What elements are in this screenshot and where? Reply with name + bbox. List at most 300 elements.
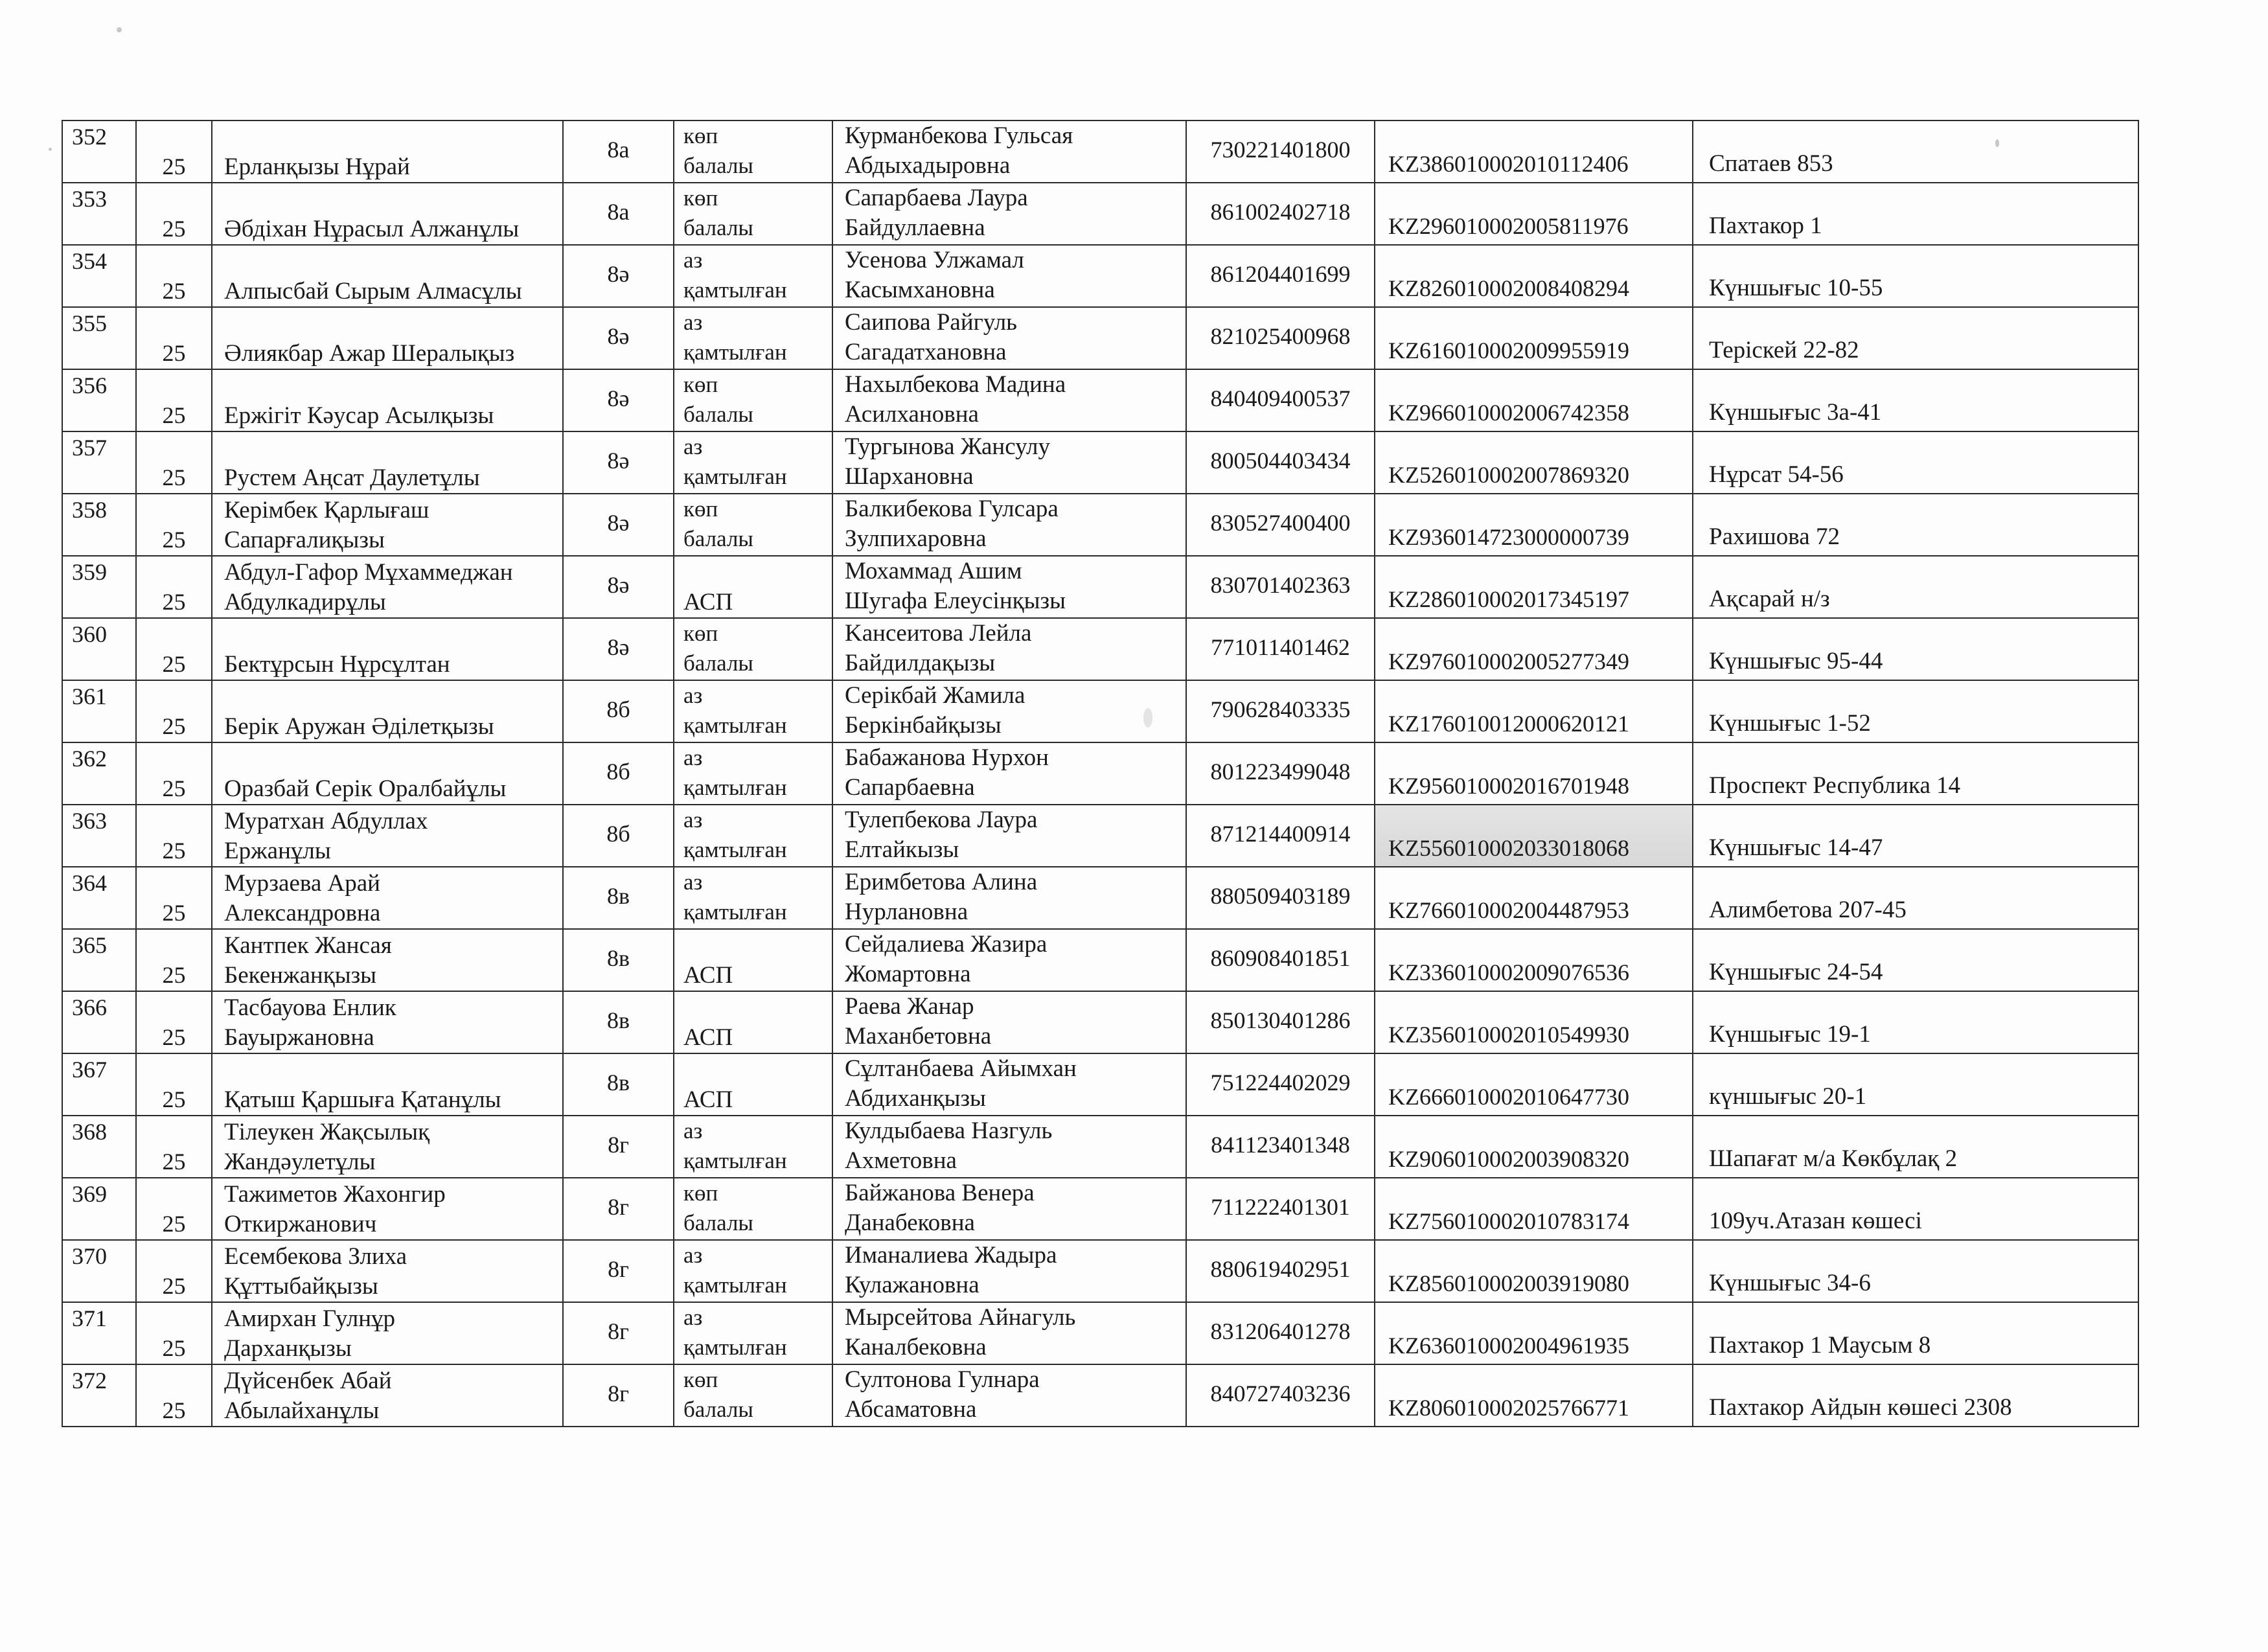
parent-name [845,556,1183,616]
iban-cell [1375,680,1693,742]
table-body [62,120,2138,1427]
address-value: Проспект Республика 14 [1709,772,1961,799]
category-line: аз [683,869,703,895]
row-number-cell [62,1178,136,1240]
parent-name-line: Каналбековна [845,1334,987,1360]
student-name-line: Александровна [224,900,381,926]
iin-cell [1186,618,1375,680]
category-line: балалы [683,215,753,240]
parent-name-line: Серікбай Жамила [845,682,1025,709]
grade-value: 25 [162,402,186,428]
grade-cell [136,1116,212,1178]
category [683,432,829,492]
category-line: аз [683,683,703,708]
parent-name-line: Мырсейтова Айнагуль [845,1304,1076,1331]
category-line: аз [683,434,703,459]
iban-cell [1375,805,1693,867]
student-list-table [62,120,2139,1427]
parent-name-cell [832,1302,1186,1364]
grade-cell [136,867,212,929]
class-value: 8ә [607,385,630,411]
iin-cell [1186,369,1375,431]
grade-value: 25 [162,651,186,677]
student-name [224,1242,558,1302]
student-name-line: Дарханқызы [224,1335,352,1362]
parent-name-line: Тургынова Жансулу [845,433,1050,460]
address-value: Пахтакор 1 Маусым 8 [1709,1332,1931,1359]
category-line: қамтылған [683,339,787,365]
parent-name [845,1178,1183,1238]
iban-value: KZ936014723000000739 [1388,524,1629,550]
class-cell [563,618,674,680]
iin-value: 880619402951 [1210,1256,1351,1282]
student-name-line: Бекенжанқызы [224,962,377,989]
table-row [62,867,2138,929]
category-line: көп [683,1180,718,1206]
row-number: 358 [72,497,107,523]
category-line: көп [683,123,718,148]
parent-name-cell [832,805,1186,867]
grade-value: 25 [162,465,186,490]
parent-name-line: Сагадатхановна [845,339,1007,365]
row-number: 359 [72,559,107,585]
parent-name-line: Сұлтанбаева Айымхан [845,1055,1077,1082]
address-value: Күншығыс 19-1 [1709,1021,1871,1048]
iban-value: KZ856010002003919080 [1388,1270,1629,1296]
student-name-cell [212,307,563,369]
table-row [62,307,2138,369]
parent-name-cell [832,245,1186,307]
category [683,867,829,927]
category-line: аз [683,745,703,770]
parent-name-line: Усенова Улжамал [845,247,1024,273]
row-number-cell [62,742,136,805]
class-cell [563,1364,674,1427]
student-name-line: Тасбауова Енлик [224,994,396,1021]
student-name-line: Берік Аружан Әділетқызы [224,713,494,740]
parent-name [845,992,1183,1051]
student-name-line: Тажиметов Жахонгир [224,1181,446,1208]
category [683,1303,829,1362]
iin-cell [1186,929,1375,991]
grade-value: 25 [162,838,186,864]
student-name-cell [212,431,563,494]
student-name-cell [212,1364,563,1427]
parent-name-line: Маханбетовна [845,1023,992,1050]
student-name-line: Құттыбайқызы [224,1273,378,1300]
iin-value: 841123401348 [1211,1132,1350,1158]
iban-value: KZ956010002016701948 [1388,773,1629,799]
grade-value: 25 [162,1397,186,1423]
category-cell [674,1116,832,1178]
class-value: 8ә [607,510,630,536]
iin-cell [1186,680,1375,742]
iban-value: KZ966010002006742358 [1388,400,1629,426]
category [683,1241,829,1300]
iin-value: 860908401851 [1210,945,1351,971]
table-row [62,991,2138,1053]
address-cell [1693,369,2138,431]
parent-name-cell [832,307,1186,369]
student-name-line: Ерланқызы Нұрай [224,154,410,180]
parent-name [845,494,1183,554]
parent-name [845,743,1183,803]
iin-cell [1186,1053,1375,1116]
student-name [224,1118,558,1177]
grade-cell [136,494,212,556]
grade-value: 25 [162,1335,186,1361]
row-number-cell [62,991,136,1053]
address-value: Спатаев 853 [1709,150,1833,177]
iban-value: KZ556010002033018068 [1388,835,1629,861]
parent-name-cell [832,929,1186,991]
grade-value: 25 [162,154,186,179]
grade-cell [136,991,212,1053]
iban-cell [1375,1116,1693,1178]
address-cell [1693,556,2138,618]
table-row [62,1240,2138,1302]
student-name-cell [212,805,563,867]
address-value: Нұрсат 54-56 [1709,461,1844,488]
address-cell [1693,805,2138,867]
address-cell [1693,245,2138,307]
iin-value: 871214400914 [1210,821,1351,847]
category-line: қамтылған [683,837,787,862]
parent-name-line: Абдыхадыровна [845,152,1011,179]
iban-cell [1375,183,1693,245]
class-cell [563,991,674,1053]
iban-cell [1375,556,1693,618]
class-cell [563,805,674,867]
student-name-line: Керімбек Қарлығаш [224,497,430,523]
iin-value: 771011401462 [1211,634,1350,660]
parent-name-line: Байдуллаевна [845,214,985,241]
iin-cell [1186,1116,1375,1178]
row-number: 364 [72,870,107,896]
class-cell [563,1178,674,1240]
student-name-line: Әбдіхан Нұрасыл Алжанұлы [224,216,520,242]
student-name-line: Жандәулетұлы [224,1149,376,1175]
grade-value: 25 [162,1273,186,1299]
iban-cell [1375,991,1693,1053]
category-line: аз [683,807,703,832]
iin-value: 800504403434 [1210,448,1351,474]
parent-name-cell [832,867,1186,929]
student-name-cell [212,618,563,680]
iin-cell [1186,431,1375,494]
iin-cell [1186,1178,1375,1240]
iban-value: KZ826010002008408294 [1388,275,1629,301]
iban-cell [1375,929,1693,991]
grade-cell [136,1302,212,1364]
row-number-cell [62,494,136,556]
iban-value: KZ906010002003908320 [1388,1146,1629,1172]
class-value: 8г [608,1381,629,1406]
parent-name-cell [832,618,1186,680]
category-cell [674,680,832,742]
grade-cell [136,929,212,991]
student-name [224,558,558,617]
category-cell [674,556,832,618]
iin-value: 861204401699 [1210,261,1351,287]
student-name-line: Дүйсенбек Абай [224,1368,392,1394]
table-row [62,742,2138,805]
category-cell [674,1240,832,1302]
category [683,961,829,991]
category-cell [674,1053,832,1116]
student-name-cell [212,494,563,556]
student-name-line: Абдулкадирұлы [224,589,386,615]
category-line: балалы [683,153,753,178]
category-line: АСП [683,962,733,989]
iban-value: KZ636010002004961935 [1388,1333,1629,1359]
grade-value: 25 [162,1086,186,1112]
iin-cell [1186,494,1375,556]
iban-value: KZ806010002025766771 [1388,1395,1629,1421]
address-value: Пахтакор Айдын көшесі 2308 [1709,1394,2012,1421]
address-cell [1693,120,2138,183]
category-line: балалы [683,526,753,551]
iin-value: 830527400400 [1210,510,1351,536]
category-line: көп [683,1367,718,1392]
student-name [224,401,558,431]
student-name [224,1304,558,1364]
student-name [224,463,558,493]
student-name-line: Есембекова Злиха [224,1243,407,1270]
category-line: қамтылған [683,277,787,303]
category-cell [674,183,832,245]
table-row [62,1302,2138,1364]
grade-value: 25 [162,216,186,242]
grade-value: 25 [162,1149,186,1175]
parent-name [845,619,1183,678]
iban-cell [1375,867,1693,929]
student-name-cell [212,867,563,929]
grade-cell [136,431,212,494]
row-number: 354 [72,248,107,274]
address-value: Теріскей 22-82 [1709,337,1859,363]
iban-value: KZ286010002017345197 [1388,586,1629,612]
iban-cell [1375,1364,1693,1427]
category-line: аз [683,310,703,335]
address-cell [1693,1302,2138,1364]
parent-name [845,1303,1183,1362]
category [683,588,829,617]
category-cell [674,991,832,1053]
student-name [224,1366,558,1426]
parent-name-line: Сапарбаевна [845,774,975,801]
parent-name-line: Балкибекова Гулсара [845,496,1059,522]
address-cell [1693,1178,2138,1240]
parent-name [845,805,1183,865]
student-name [224,774,558,804]
category [683,1023,829,1053]
iin-cell [1186,991,1375,1053]
class-cell [563,369,674,431]
table-row [62,929,2138,991]
parent-name-cell [832,183,1186,245]
table-row [62,120,2138,183]
grade-cell [136,307,212,369]
category-line: балалы [683,1210,753,1235]
parent-name-line: Мохаммад Ашим [845,558,1022,584]
address-value: Күншығыс 3а-41 [1709,399,1882,426]
class-value: 8г [608,1132,629,1158]
parent-name-line: Байжанова Венера [845,1180,1035,1206]
iin-value: 840727403236 [1210,1381,1351,1406]
address-cell [1693,867,2138,929]
class-value: 8ә [607,448,630,474]
category-cell [674,1364,832,1427]
parent-name-cell [832,991,1186,1053]
class-cell [563,742,674,805]
iin-value: 840409400537 [1210,385,1351,411]
category-cell [674,1302,832,1364]
student-name-line: Рустем Аңсат Даулетұлы [224,465,480,491]
row-number-cell [62,245,136,307]
row-number: 362 [72,746,107,772]
grade-value: 25 [162,713,186,739]
parent-name-line: Абдиханқызы [845,1085,986,1112]
category-line: қамтылған [683,899,787,924]
row-number-cell [62,1364,136,1427]
parent-name-line: Абсаматовна [845,1396,977,1423]
parent-name-line: Байдилдақызы [845,650,996,676]
row-number: 356 [72,373,107,398]
parent-name [845,121,1183,181]
iin-cell [1186,1240,1375,1302]
class-value: 8б [606,696,630,722]
row-number-cell [62,867,136,929]
parent-name-cell [832,494,1186,556]
row-number: 365 [72,932,107,958]
row-number: 352 [72,124,107,150]
student-name-line: Ержанұлы [224,838,331,864]
category [683,308,829,367]
category-line: көп [683,496,718,522]
address-cell [1693,1116,2138,1178]
iban-value: KZ616010002009955919 [1388,338,1629,363]
parent-name [845,1054,1183,1114]
scan-speck [49,148,52,151]
student-name-line: Оразбай Серік Оралбайұлы [224,775,507,802]
row-number-cell [62,1116,136,1178]
class-value: 8а [607,199,630,225]
student-name-cell [212,183,563,245]
parent-name [845,1241,1183,1300]
iin-value: 880509403189 [1210,883,1351,909]
iban-cell [1375,742,1693,805]
parent-name [845,867,1183,927]
class-value: 8ә [607,572,630,598]
category-cell [674,369,832,431]
iin-cell [1186,556,1375,618]
row-number-cell [62,183,136,245]
student-name-line: Абылайханұлы [224,1397,380,1424]
student-name-line: Мурзаева Арай [224,870,380,897]
iin-value: 801223499048 [1210,759,1351,785]
parent-name [845,308,1183,367]
iban-cell [1375,245,1693,307]
category-line: АСП [683,1024,733,1051]
grade-value: 25 [162,1024,186,1050]
parent-name-cell [832,431,1186,494]
student-name [224,214,558,244]
student-name-cell [212,120,563,183]
category-line: аз [683,1243,703,1268]
iin-value: 790628403335 [1210,696,1351,722]
student-name-cell [212,245,563,307]
class-value: 8а [607,137,630,163]
category [683,1116,829,1176]
grade-cell [136,1178,212,1240]
category [683,246,829,305]
class-cell [563,867,674,929]
student-name-line: Сапарғалиқызы [224,527,385,553]
category-line: аз [683,1118,703,1143]
category [683,121,829,181]
iban-value: KZ296010002005811976 [1388,213,1629,239]
grade-cell [136,120,212,183]
address-cell [1693,1053,2138,1116]
student-name-cell [212,680,563,742]
category [683,370,829,430]
category-line: қамтылған [683,1335,787,1360]
row-number-cell [62,1053,136,1116]
address-cell [1693,431,2138,494]
address-value: Күншығыс 1-52 [1709,710,1871,737]
grade-cell [136,680,212,742]
address-cell [1693,307,2138,369]
category-line: аз [683,1305,703,1330]
parent-name-cell [832,680,1186,742]
parent-name-line: Нурлановна [845,899,968,925]
parent-name-line: Кулдыбаева Назгуль [845,1118,1053,1144]
class-cell [563,307,674,369]
student-name [224,152,558,182]
parent-name-line: Тулепбекова Лаура [845,807,1038,833]
student-name-line: Откиржанович [224,1211,377,1237]
parent-name-cell [832,1178,1186,1240]
iban-value: KZ756010002010783174 [1388,1208,1629,1234]
category-cell [674,805,832,867]
address-cell [1693,1364,2138,1427]
address-value: Шапағат м/а Көкбұлақ 2 [1709,1145,1958,1172]
student-name [224,712,558,742]
category-line: АСП [683,1086,733,1113]
iin-cell [1186,120,1375,183]
grade-value: 25 [162,278,186,304]
row-number-cell [62,805,136,867]
student-name-line: Ержігіт Кәусар Асылқызы [224,402,494,429]
category-cell [674,867,832,929]
iban-cell [1375,369,1693,431]
class-value: 8ә [607,261,630,287]
parent-name-line: Беркінбайқызы [845,712,1002,739]
table-row [62,1116,2138,1178]
parent-name [845,681,1183,740]
table-row [62,1364,2138,1427]
student-name-line: Абдул-Гафор Мұхаммеджан [224,559,513,586]
row-number-cell [62,120,136,183]
parent-name-line: Жомартовна [845,961,971,987]
parent-name-line: Асилхановна [845,401,979,428]
row-number: 368 [72,1119,107,1145]
parent-name-line: Сейдалиева Жазира [845,931,1048,958]
parent-name-line: Шугафа Елеусінқызы [845,588,1066,614]
row-number-cell [62,680,136,742]
student-name-cell [212,1116,563,1178]
